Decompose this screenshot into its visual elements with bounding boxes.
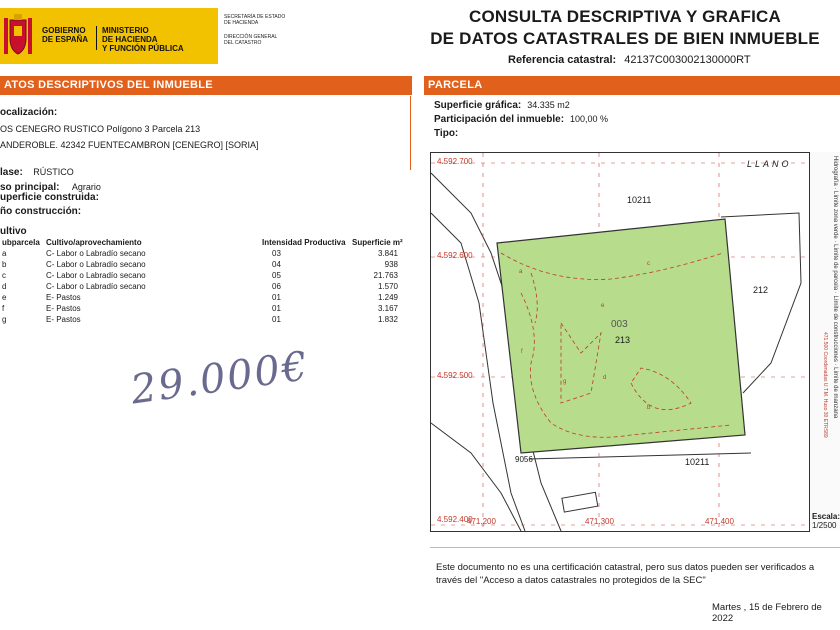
table-row xyxy=(0,249,408,260)
legend-item: Límite de parcela xyxy=(832,244,838,291)
legend-item: Límite de construcciones xyxy=(832,295,838,362)
table-cell: E- Pastos xyxy=(46,304,81,313)
table-cell: 05 xyxy=(272,271,281,280)
participacion-label: Participación del inmueble: xyxy=(434,114,565,125)
escala xyxy=(812,512,840,530)
anio-construccion-label: ño construcción: xyxy=(0,206,82,217)
section-divider xyxy=(410,96,411,170)
localizacion-line1: OS CENEGRO RUSTICO Polígono 3 Parcela 213 xyxy=(0,124,201,134)
cultivo-table xyxy=(0,238,408,326)
table-header-row xyxy=(0,238,408,249)
table-cell: 938 xyxy=(384,260,398,269)
uso-value: Agrario xyxy=(71,182,101,192)
table-cell: E- Pastos xyxy=(46,293,81,302)
divider xyxy=(430,547,840,548)
table-header: ubparcela xyxy=(2,238,40,247)
tipo-row xyxy=(434,128,464,139)
table-cell: 03 xyxy=(272,249,281,258)
subparcel-a: a xyxy=(519,269,523,275)
logo-ministerio-text: MINISTERIO DE HACIENDA Y FUNCIÓN PÚBLICA xyxy=(102,26,184,53)
notice-line1: Este documento no es una certificación catastral, pero sus datos pueden ser verificados a xyxy=(436,562,815,573)
tipo-label: Tipo: xyxy=(434,128,459,139)
secretaria-text: SECRETARÍA DE ESTADO DE HACIENDA DIRECCIÓN GENERAL DEL CATASTRO xyxy=(224,14,286,46)
table-cell: C- Labor o Labradío secano xyxy=(46,282,146,291)
notice-line2: través del "Acceso a datos catastrales no protegidos de la SEC" xyxy=(436,575,706,586)
superficie-grafica-value: 34.335 m2 xyxy=(527,100,570,110)
parcel-213: 213 xyxy=(615,335,631,345)
section-header-parcela: PARCELA xyxy=(424,76,840,95)
legend-coords: 471.500 Coordenadas U.T.M. Huso 30 ETRS89 xyxy=(822,332,828,438)
subparcel-b: b xyxy=(647,405,651,411)
coord-x3: 471.400 xyxy=(705,517,734,526)
coord-y-top: 4.592.700 xyxy=(437,157,473,166)
coord-x1: 471.200 xyxy=(467,517,496,526)
table-cell: 3.841 xyxy=(377,249,398,258)
subparcel-d: d xyxy=(603,375,607,381)
logo-gobierno-text: GOBIERNO DE ESPAÑA xyxy=(42,26,89,44)
parcel-10211-top: 10211 xyxy=(627,195,652,205)
table-cell: e xyxy=(2,293,7,302)
clase-label: lase: xyxy=(0,167,23,178)
escala-value: 1/2500 xyxy=(812,521,837,530)
coord-y-mid: 4.592.600 xyxy=(437,251,473,260)
parcel-10211-bottom: 10211 xyxy=(685,457,710,467)
table-cell: 01 xyxy=(272,293,281,302)
table-cell: 3.167 xyxy=(377,304,398,313)
table-cell: E- Pastos xyxy=(46,315,81,324)
table-row xyxy=(0,293,408,304)
logo-divider xyxy=(96,26,97,50)
subparcel-f: f xyxy=(521,349,523,355)
coord-x2: 471.300 xyxy=(585,517,614,526)
document-title: CONSULTA DESCRIPTIVA Y GRAFICA DE DATOS CATASTRALES DE BIEN INMUEBLE xyxy=(430,7,820,48)
cultivo-title: ultivo xyxy=(0,226,27,237)
section-header-datos: ATOS DESCRIPTIVOS DEL INMUEBLE xyxy=(0,76,412,95)
handwritten-price: 29.000€ xyxy=(128,343,313,414)
map-label-llano: LLANO xyxy=(747,159,792,169)
parcel-9056: 9056 xyxy=(515,455,533,464)
subparcel-c: c xyxy=(647,261,650,267)
superficie-grafica-row xyxy=(434,100,570,111)
parcel-003: 003 xyxy=(611,319,628,330)
table-cell: d xyxy=(2,282,7,291)
table-cell: 1.570 xyxy=(377,282,398,291)
localizacion-line2: ANDEROBLE. 42342 FUENTECAMBRON [CENEGRO] [SORIA] xyxy=(0,140,259,150)
table-cell: 01 xyxy=(272,304,281,313)
table-cell: 1.249 xyxy=(377,293,398,302)
cadastral-map xyxy=(430,152,810,532)
legend-item: Límite zona verde xyxy=(832,191,838,239)
uso-label: so principal: xyxy=(0,182,60,193)
parcel-212: 212 xyxy=(753,285,769,295)
localizacion-label: ocalización: xyxy=(0,107,58,118)
table-cell: g xyxy=(2,315,7,324)
table-cell: b xyxy=(2,260,7,269)
table-cell: a xyxy=(2,249,7,258)
table-cell: f xyxy=(2,304,5,313)
participacion-value: 100,00 % xyxy=(570,114,609,124)
clase-value: RÚSTICO xyxy=(33,167,74,177)
participacion-row xyxy=(434,114,608,125)
subparcel-e: e xyxy=(601,303,605,309)
table-row xyxy=(0,271,408,282)
table-cell: 1.832 xyxy=(377,315,398,324)
table-cell: C- Labor o Labradío secano xyxy=(46,271,146,280)
legend-item: Hidrografía xyxy=(832,156,838,186)
table-cell: C- Labor o Labradío secano xyxy=(46,260,146,269)
escala-label: Escala: xyxy=(812,512,840,521)
table-cell: 21.763 xyxy=(373,271,398,280)
notice-text xyxy=(436,561,836,587)
table-row xyxy=(0,282,408,293)
table-cell: C- Labor o Labradío secano xyxy=(46,249,146,258)
coat-of-arms-icon xyxy=(2,12,34,60)
legend-item: Límite de manzana xyxy=(832,367,838,419)
table-header: Cultivo/aprovechamiento xyxy=(46,238,142,247)
table-cell: 04 xyxy=(272,260,281,269)
superficie-construida-label: uperficie construida: xyxy=(0,192,99,203)
table-header: Intensidad Productiva xyxy=(262,238,346,247)
referencia-catastral: Referencia catastral: 42137C003002130000RT xyxy=(508,54,751,66)
subparcel-g: g xyxy=(563,379,567,385)
table-row xyxy=(0,304,408,315)
table-row xyxy=(0,315,408,326)
coord-y-bottom: 4.592.400 xyxy=(437,515,473,524)
superficie-grafica-label: Superficie gráfica: xyxy=(434,100,522,111)
map-legend: Hidrografía · Límite zona verde · Límite de parcela · Límite de construcciones · Límite de manzana 471.500 Coordenadas U.T.M. Huso 30 ETRS89 xyxy=(810,152,840,530)
table-cell: 01 xyxy=(272,315,281,324)
table-header: Superficie m² xyxy=(352,238,403,247)
document-date: Martes , 15 de Febrero de 2022 xyxy=(712,602,822,624)
table-row xyxy=(0,260,408,271)
table-cell: c xyxy=(2,271,6,280)
coord-y-low: 4.592.500 xyxy=(437,371,473,380)
table-cell: 06 xyxy=(272,282,281,291)
